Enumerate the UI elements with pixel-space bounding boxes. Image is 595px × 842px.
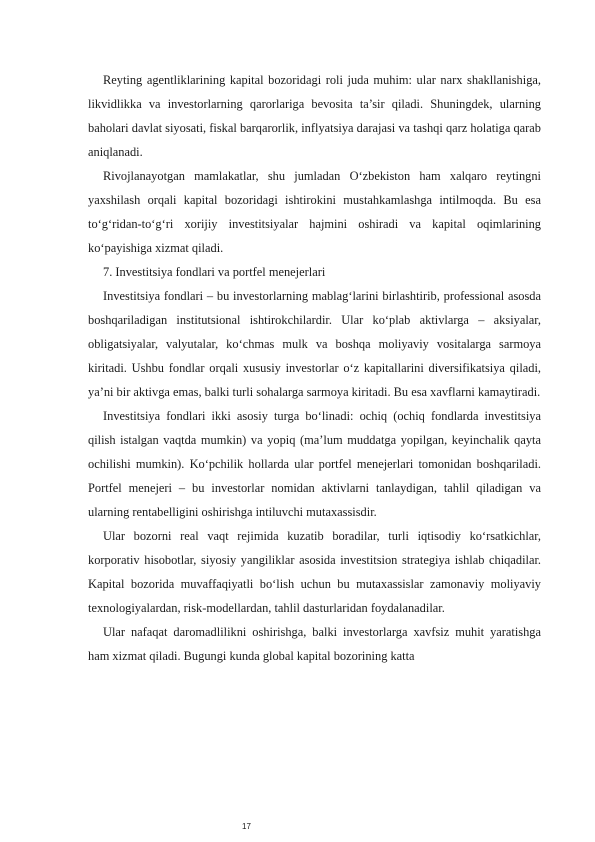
paragraph-developing-countries: Rivojlanayotgan mamlakatlar, shu jumladan O‘zbekiston ham xalqaro reytingni yaxshilash orqali kapital bozoridagi ishtirokini mustahkamlashga intilmoqda. Bu esa to‘g‘ridan-to‘g‘ri xorijiy investitsiyalar hajmini oshiradi va kapital oqimlarining ko‘payishiga xizmat qiladi. [88,169,541,255]
section-heading-investment-funds: 7. Investitsiya fondlari va portfel menejerlari [103,265,326,279]
page-number: 17 [242,822,251,831]
paragraph-investment-funds-definition: Investitsiya fondlari – bu investorlarning mablag‘larini birlashtirib, professional asosda boshqariladigan institutsional ishtirokchilardir. Ular ko‘plab aktivlarga – aksiyalar, obligatsiyalar, valyutalar, ko‘chmas mulk va boshqa moliyaviy vositalarga sarmoya kiritadi. Ushbu fondlar orqali xususiy investorlar o‘z kapitallarini diversifikatsiya qiladi, ya’ni bir aktivga emas, balki turli sohalarga sarmoya kiritadi. Bu esa xavflarni kamaytiradi. [88,289,541,399]
paragraph-safe-environment: Ular nafaqat daromadlilikni oshirishga, balki investorlarga xavfsiz muhit yaratishga ham xizmat qiladi. Bugungi kunda global kapital bozorining katta [88,625,541,663]
document-page [88,68,541,668]
paragraph-rating-agencies-role: Reyting agentliklarining kapital bozoridagi roli juda muhim: ular narx shakllanishiga, likvidlikka va investorlarning qarorlariga bevosita ta’sir qiladi. Shuningdek, ularning baholari davlat siyosati, fiskal barqarorlik, inflyatsiya darajasi va tashqi qarz holatiga qarab aniqlanadi. [88,73,541,159]
paragraph-portfolio-managers: Ular bozorni real vaqt rejimida kuzatib boradilar, turli iqtisodiy ko‘rsatkichlar, korporativ hisobotlar, siyosiy yangiliklar asosida investitsion strategiya ishlab chiqadilar. Kapital bozorida muvaffaqiyatli bo‘lish uchun bu mutaxassislar zamonaviy moliyaviy texnologiyalardan, risk-modellardan, tahlil dasturlaridan foydalanadilar. [88,529,541,615]
paragraph-fund-types: Investitsiya fondlari ikki asosiy turga bo‘linadi: ochiq (ochiq fondlarda investitsiya qilish istalgan vaqtda mumkin) va yopiq (ma’lum muddatga yopilgan, keyinchalik qayta ochilishi mumkin). Ko‘pchilik hollarda ular portfel menejerlari tomonidan boshqariladi. Portfel menejeri – bu investorlar nomidan aktivlarni tanlaydigan, tahlil qiladigan va ularning rentabelligini oshirishga intiluvchi mutaxassisdir. [88,409,541,519]
